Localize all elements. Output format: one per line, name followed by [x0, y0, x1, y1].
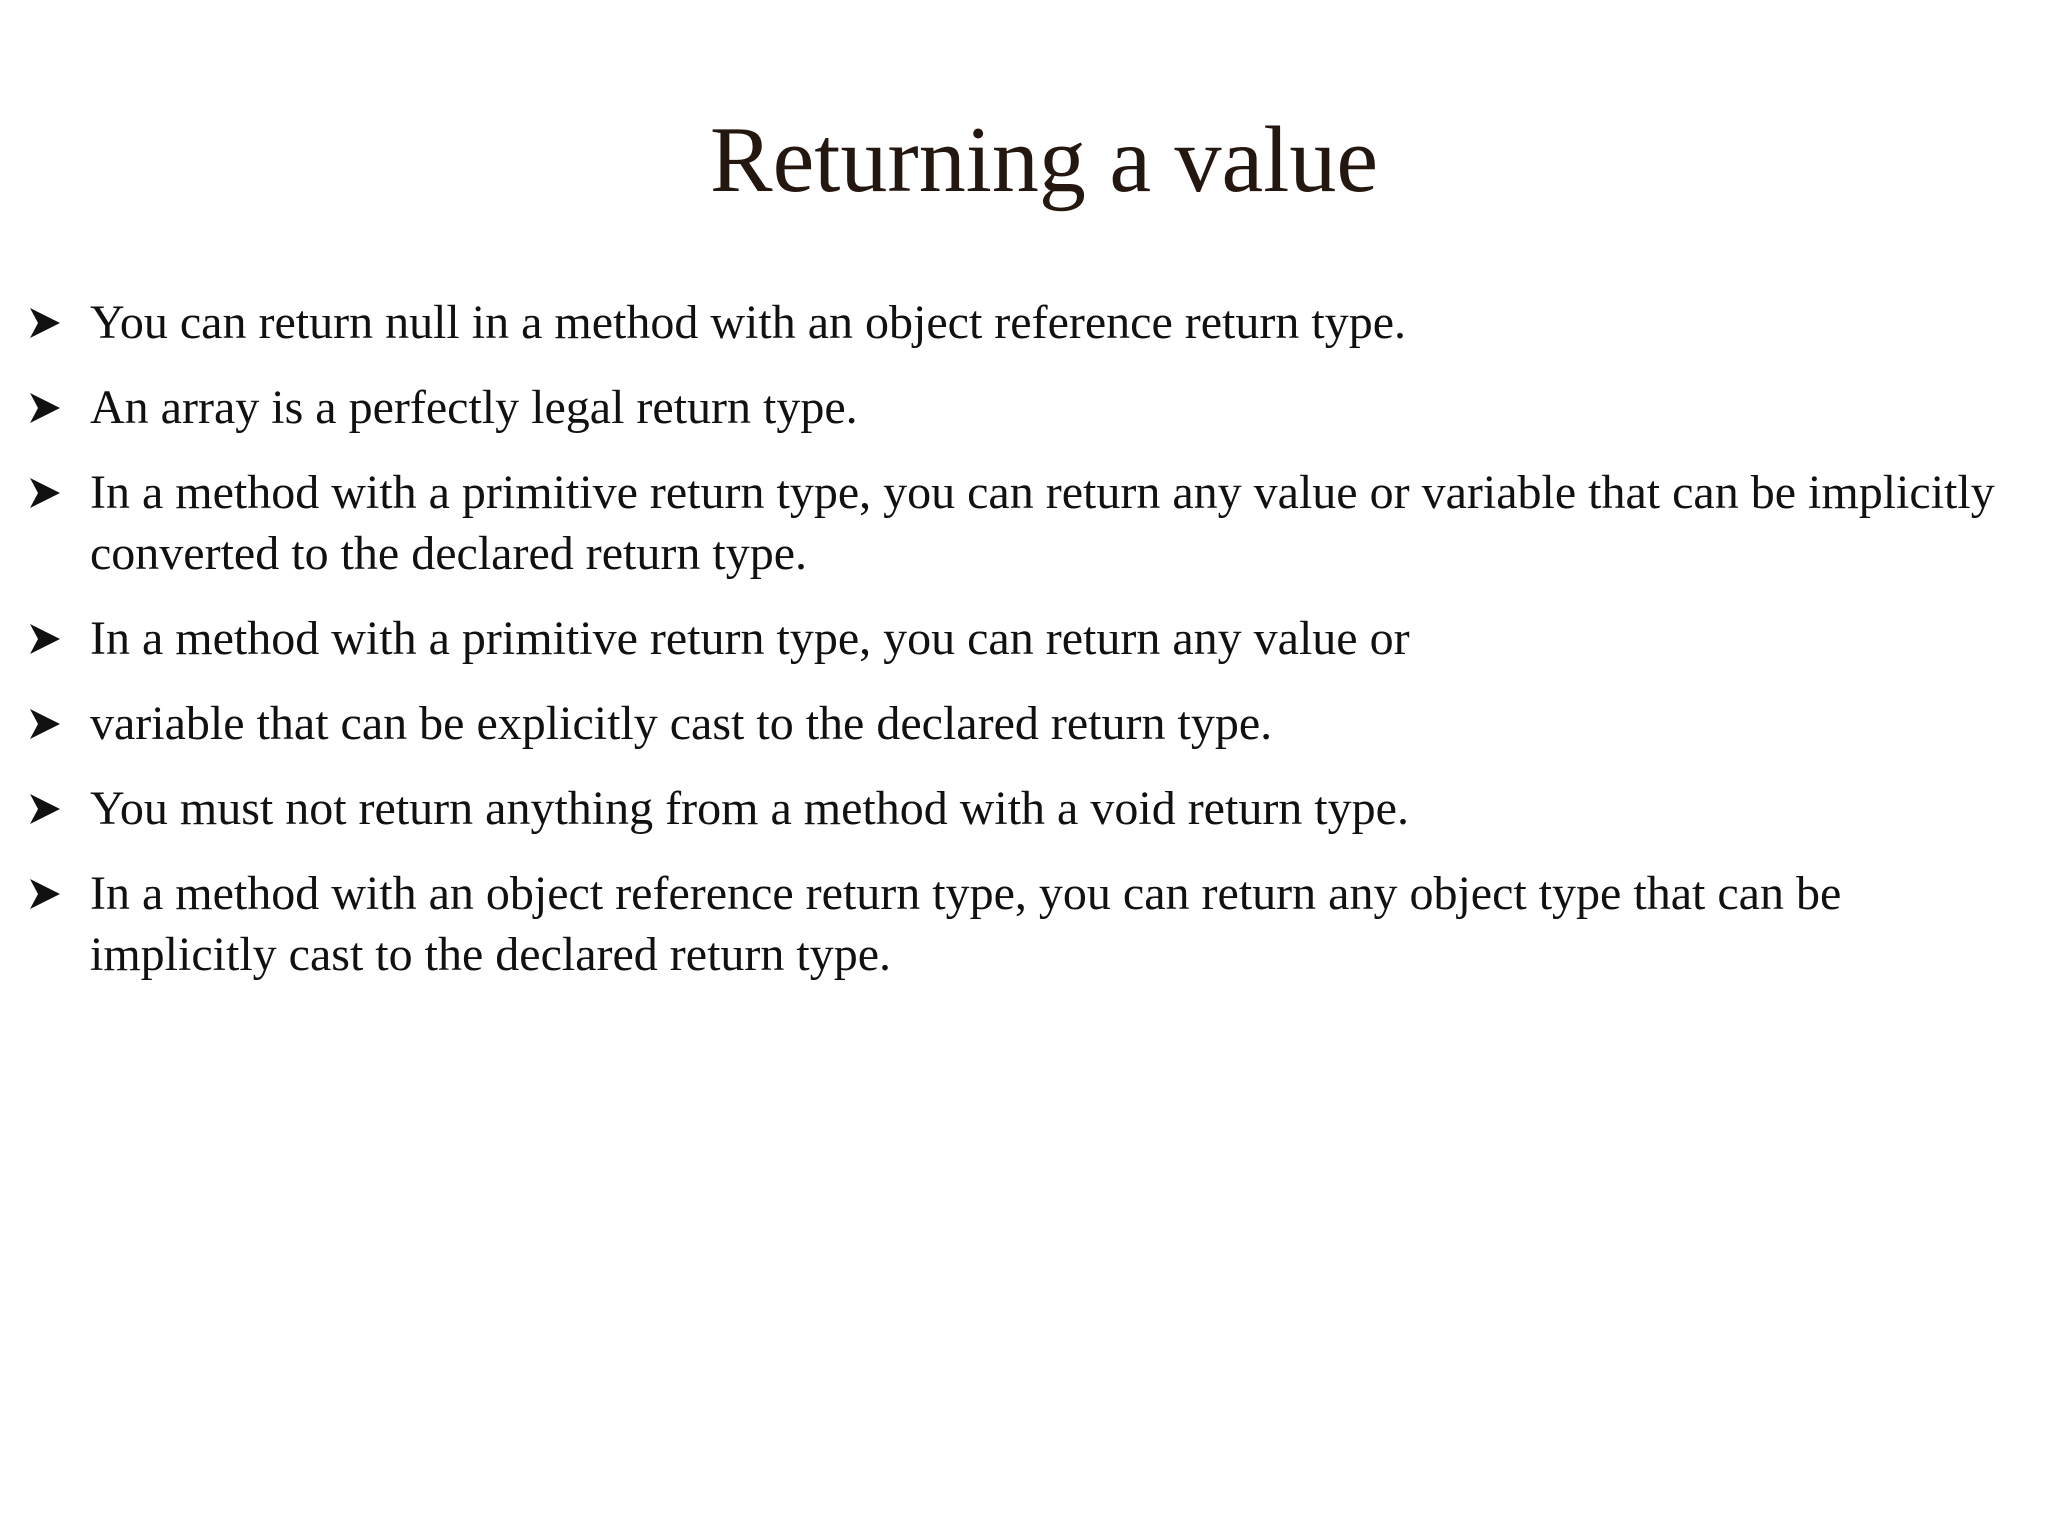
bullet-item: [28, 863, 2018, 985]
bullet-text: variable that can be explicitly cast to the declared return type.: [90, 697, 1273, 750]
arrowhead-bullet-icon: [28, 707, 62, 741]
bullet-text: An array is a perfectly legal return type.: [90, 381, 858, 434]
slide-title: Returning a value: [709, 108, 1379, 212]
arrowhead-bullet-icon: [28, 792, 62, 826]
bullet-text: In a method with a primitive return type, you can return any value or variable that can be implicitly converted to the declared return type.: [90, 466, 1995, 580]
bullet-item: [28, 693, 2018, 754]
bullet-item: [28, 462, 2018, 584]
bullet-item: [28, 377, 2018, 438]
bullet-text: You must not return anything from a method with a void return type.: [90, 782, 1409, 835]
bullet-item: [28, 292, 2018, 353]
arrowhead-bullet-icon: [28, 622, 62, 656]
arrowhead-bullet-icon: [28, 306, 62, 340]
bullet-list: [28, 292, 2018, 1009]
bullet-text: In a method with an object reference return type, you can return any object type that can be implicitly cast to the declared return type.: [90, 867, 1842, 981]
bullet-item: [28, 608, 2018, 669]
arrowhead-bullet-icon: [28, 877, 62, 911]
arrowhead-bullet-icon: [28, 391, 62, 425]
bullet-text: You can return null in a method with an object reference return type.: [90, 296, 1407, 349]
arrowhead-bullet-icon: [28, 476, 62, 510]
bullet-item: [28, 778, 2018, 839]
bullet-text: In a method with a primitive return type, you can return any value or: [90, 612, 1410, 665]
